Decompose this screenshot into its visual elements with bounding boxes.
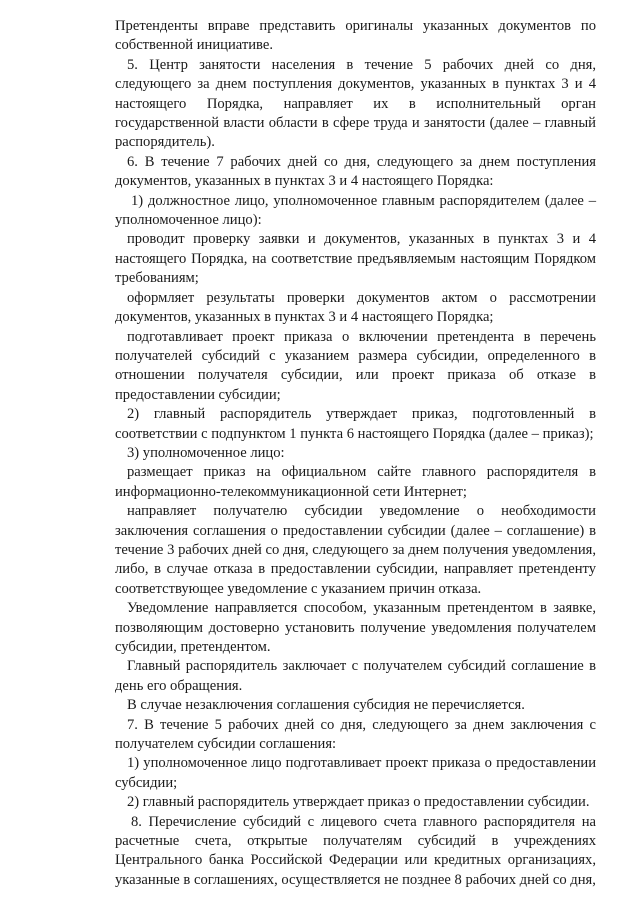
paragraph-draft-order: подготавливает проект приказа о включении претендента в перечень получателей субсидий с указанием размера субсидии, определенного в отношении получателя субсидии, или проект приказа об отказе в предоставлении субсидии; xyxy=(115,328,596,403)
paragraph-item-7-2: 2) главный распорядитель утверждает приказ о предоставлении субсидии. xyxy=(127,794,590,811)
paragraph-item-7-1: 1) уполномоченное лицо подготавливает проект приказа о предоставлении субсидии; xyxy=(115,755,596,791)
paragraph-notice-method: Уведомление направляется способом, указанным претендентом в заявке, позволяющим достоверно установить получение уведомления получателем субсидии, претендентом. xyxy=(115,600,596,655)
paragraph-check-documents: проводит проверку заявки и документов, указанных в пунктах 3 и 4 настоящего Порядка, на соответствие предъявляемым настоящим Порядком требованиям; xyxy=(115,231,596,287)
paragraph-act: оформляет результаты проверки документов актом о рассмотрении документов, указанных в пунктах 3 и 4 настоящего Порядка; xyxy=(115,289,596,326)
paragraph-item-5: 5. Центр занятости населения в течение 5 рабочих дней со дня, следующего за днем поступления документов, указанных в пунктах 3 и 4 настоящего Порядка, направляет их в исполнительный орган государственной власти области в сфере труда и занятости (далее – главный распорядитель). xyxy=(115,56,596,151)
paragraph-item-7: 7. В течение 5 рабочих дней со дня, следующего за днем заключения с получателем субсидии соглашения: xyxy=(115,716,596,753)
paragraph-send-notice: направляет получателю субсидии уведомление о необходимости заключения соглашения о предоставлении субсидии (далее – соглашение) в течение 3 рабочих дней со дня, следующего за днем получения уведомления, либо, в случае отказа в предоставлении субсидии, направляет претенденту соответствующее уведомление с указанием причин отказа. xyxy=(115,503,596,597)
paragraph-publish-order: размещает приказ на официальном сайте главного распорядителя в информационно-телекоммуникационной сети Интернет; xyxy=(115,464,596,500)
paragraph-item-6-1: 1) должностное лицо, уполномоченное главным распорядителем (далее – уполномоченное лицо): xyxy=(115,192,596,229)
paragraph-agreement: Главный распорядитель заключает с получателем субсидий соглашение в день его обращения. xyxy=(115,658,596,694)
paragraph-item-6-3: 3) уполномоченное лицо: xyxy=(127,444,285,461)
paragraph-item-6: 6. В течение 7 рабочих дней со дня, следующего за днем поступления документов, указанных в пунктах 3 и 4 настоящего Порядка: xyxy=(115,153,596,190)
paragraph-no-agreement: В случае незаключения соглашения субсидия не перечисляется. xyxy=(127,697,525,714)
paragraph-item-8: 8. Перечисление субсидий с лицевого счета главного распорядителя на расчетные счета, открытые получателям субсидий в учреждениях Центрального банка Российской Федерации или кредитных организациях, указанные в соглашениях, осуществляется не позднее 8 рабочих дней со дня, xyxy=(115,813,596,888)
paragraph-originals: Претенденты вправе представить оригиналы указанных документов по собственной инициативе. xyxy=(115,18,596,54)
paragraph-item-6-2: 2) главный распорядитель утверждает приказ, подготовленный в соответствии с подпунктом 1 пункта 6 настоящего Порядка (далее – приказ); xyxy=(115,406,596,442)
